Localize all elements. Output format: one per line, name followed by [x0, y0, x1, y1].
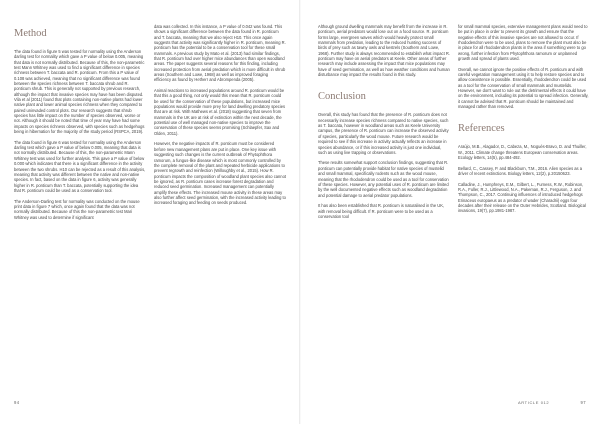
article-tag: ARTICLE 012	[518, 400, 550, 405]
left-column-1	[14, 24, 146, 225]
references-heading: References	[458, 123, 505, 135]
paragraph: However, the negative impacts of R. ponticum must be considered before new management plans are put in place. One key issue with suggesting such changes is the current outbreak of Phytophthora ramorum, a fungus-like disease which is most commonly controlled by the complete removal of the plant and repeated herbicide applications to prevent regrowth and reinfection (Willoughby et al., 2015). How R. ponticum impacts the composition of woodland plant species also cannot be ignored, as R. ponticum cases increase forest degradation and reduced seed germination. Increased management can potentially amplify these effects. The increased mouse activity in these areas may also further affect seed germination, with the increased activity leading to increased foraging and feeding on seeds produced.	[154, 141, 286, 206]
paragraph: It has also been established that R. ponticum is naturalised in the UK, with removal being difficult. If R. ponticum were to be used as a conservation tool	[318, 203, 445, 219]
page-gutter	[299, 0, 301, 424]
paragraph: for small mammal species, extensive management plans would need to be put in place in order to prevent its growth and ensure that the negative effects of this invasive species are not allowed to occur. If rhododendron were to be used, plans to remove the plant must also be in place for all rhododendron plants in the area if something were to go wrong, further infection from Phytophthora ramorum or unplanned growth and spread of plants used.	[458, 24, 588, 62]
paragraph: Overall, this study has found that the presence of R. ponticum does not necessarily increase species richness compared to native species, such as T. baccata, however in woodland areas such as Keele University campus, the presence of R. ponticum can increase the observed activity of species, particularly the wood mouse. Future research would be required to see if this increase in activity actually reflects an increase in species abundance, or if this increased activity is just one individual, such as using live trapping or observations.	[318, 112, 449, 155]
reference-item: Bellard, C., Cassey, P. and Blackburn, T.M., 2016. Alien species as a driver of recent extinctions. Biology letters, 12(2), p.20150623.	[458, 165, 583, 177]
page-number-left: 94	[14, 400, 20, 405]
paragraph: The data found in figure 6 was tested for normality using the Anderson darling test which gave a P value of below 0.005, meaning that data is not normally distributed. Because of this, the non-parametric Mann Whitney test was used for further analysis. This gave a P value of below 0.000 which indicates that there is a significant difference in the activity between the two shrubs. H10 can be rejected as a result of this analysis, meaning that activity was different between the native and non-native species. In fact, based on the data in figure 6, activity was generally higher in R. ponticum than T. baccata, potentially supporting the idea that R. ponticum could be used as a conservation tool.	[14, 139, 146, 193]
method-heading: Method	[14, 28, 47, 39]
reference-item: Araújo, M.B., Alagador, D., Cabeza, M., Nogués-Bravo, D. and Thuiller, W., 2011. Climate change threatens European conservation areas. Ecology letters, 14(5), pp.484-492.	[458, 144, 587, 161]
paragraph: Animal reactions to increased populations around R. ponticum would be that this a good thing, not only would this mean that R. ponticum could be used for the conservation of these populations, but increased mice populations would provide more prey for land dwelling predatory species that are at risk. With Mathews et al. (2018) suggesting that seven from mammals in the UK are at risk of extinction within the next decade, the potential use of well managed non-native species to improve the conservation of these species seems promising (Schlaepfer, Sax and Olden, 2011).	[154, 88, 286, 136]
left-column-2	[154, 24, 286, 211]
page-number-right: 97	[580, 400, 586, 405]
paragraph: Overall, we cannot ignore the positive effects of R. ponticum and with careful vegetation management using it to help restore species and to allow coexistence is possible. Essentially, rhododendron could be used as a tool for the conservation of small mammals and mustelids. However, we don't want to rule out the detrimental effects it could have on the environment, including its potential to spread infection. Generally, it cannot be advised that R. ponticum should be maintained and managed rather than removed.	[458, 66, 589, 110]
paragraph: The Anderson-Darling test for normality was conducted on the mouse print data in figure 7 which, once again found that the data was not normally distributed. Because of this the non-parametric test Mari Whitney was used to determine if significant	[14, 198, 140, 220]
paragraph: These results somewhat support conclusion findings, suggesting that R. ponticum can potentially provide habitat for native species of mustelid and small mammal, specifically rodents such as the wood mouse, meaning that the rhododendron could be used as a tool for conservation of these species. However, any potential uses of R. ponticum are limited by the well documented negative effects such as woodland degradation and potential damage to aerial predator populations.	[318, 160, 449, 198]
right-column-1	[318, 24, 450, 225]
paragraph: Although ground dwelling mammals may benefit from the increase in R. ponticum, aerial predators would lose out on a food source. R. ponticum forms large, evergreen waves which would heavily protect small mammals from predation, leading to the reduced hunting success of birds of prey such as tawny owls and kestrels (Southern and Lowe, 1968). Further study is always recommended to establish what impact R. ponticum may have on aerial predators at Keele. Other areas of further research may include assessing the impact that mice populations may have of seed germination, as well as how weather conditions and human disturbance may impact the results found in this study.	[318, 24, 450, 78]
reference-item: Calladine, J., Humphreys, E.M., Gilbert, L., Furness, R.W., Robinson, R.A., Fuller, R.J., Littlewood, N.A., Pakeman, R.J., Ferguson, J. and Thompson, C., 2017. Continuing influences of introduced hedgehogs Erinaceus europaeus as a predator of wader (Charadrii) eggs four decades after their release on the Outer Hebrides, Scotland. Biological invasions, 19(7), pp.1981-1987.	[458, 181, 586, 214]
paragraph: The data found in figure 5 was tested for normality using the Anderson darling test for normality which gave a P value of below 0.005, meaning that data is not normally distributed. Because of this, the non-parametric test Mann Whitney was used to find a significant difference in species richness between T. baccata and R. ponticum. From this a P value of 0.108 was achieved, meaning that no significant difference was found between the species richness between T. baccata shrub and R. ponticum shrub. This is generally not supported by previous research, although the impact that invasive species may have has been disputed. Vila et al (2011) found that plots containing non-native plants had lower native plant and lower animal species richness when they compared to paired uninvaded control plots. Our research suggests that shrub species has little impact on the number of species observed, worse or not. Although it should be noted that time of year may have had some impacts on species richness observed, with species such as hedgehogs being in hibernation for the majority of the study period (RSPCA, 2019).	[14, 49, 145, 135]
reference-list	[458, 144, 590, 213]
conclusion-heading: Conclusion	[318, 91, 366, 103]
paragraph: data was collected. In this instance, a P value of 0.042 was found. This shows a significant difference between the data found in R. ponticum and T. baccata, meaning that we also reject H10. This once again suggests that activity was significantly higher in R. ponticum, meaning R. ponticum has the potential to be a conservation tool for these small mammals. A previous study by Mato et al. (2013) had similar findings, that R. ponticum had over higher mice abundances than open woodland areas. The paper suggests several reasons for this finding, including increased protection from aerial predation which is more difficult in shrub areas (Southern and Lowe, 1968) as well as improved foraging efficiency as found by Hetherr and Abrompenda (2005).	[154, 24, 286, 83]
right-column-2	[458, 24, 590, 219]
